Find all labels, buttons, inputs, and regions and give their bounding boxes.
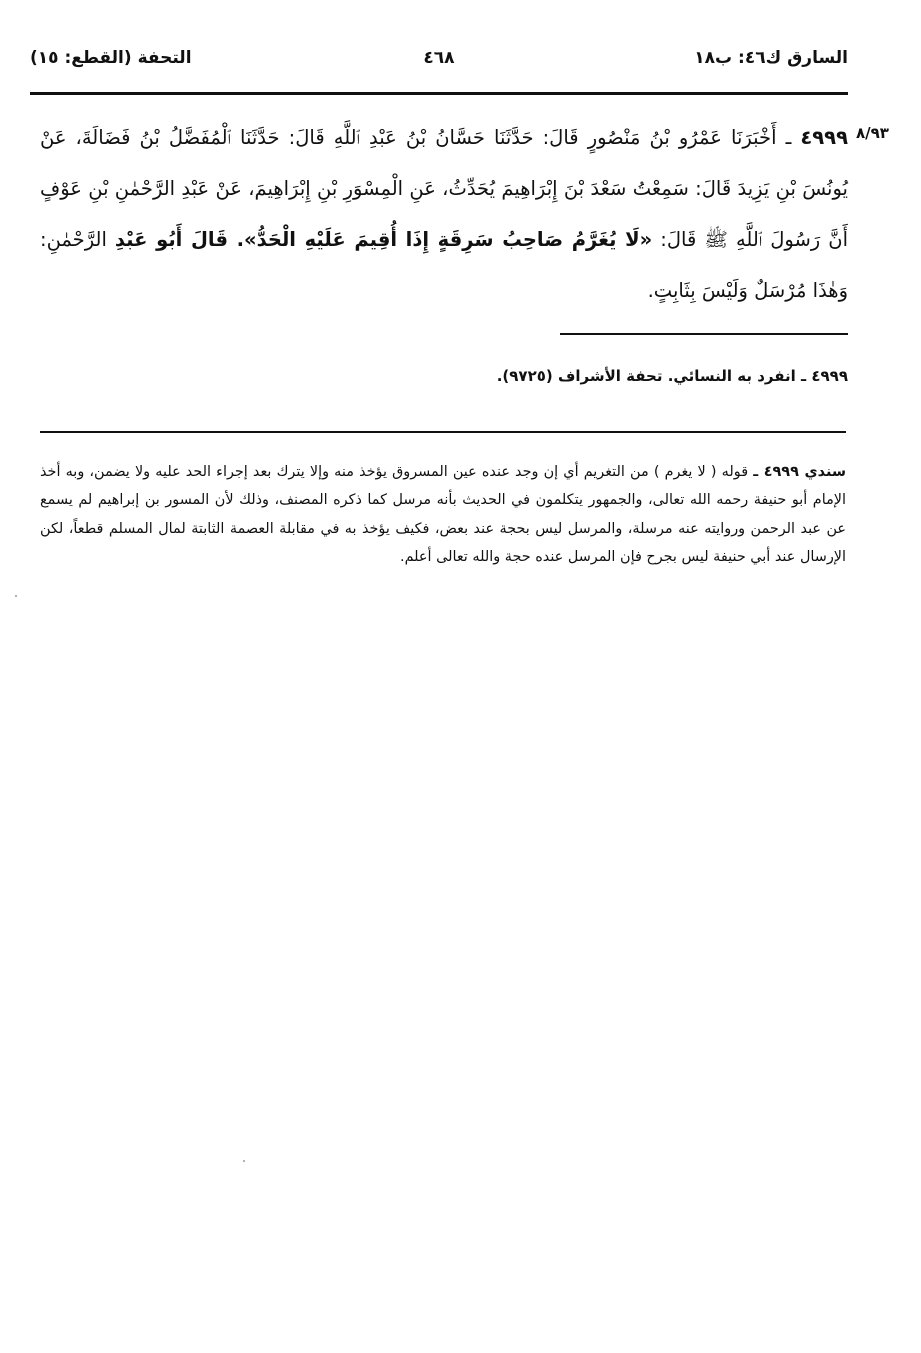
- takhrij-note: ٤٩٩٩ ـ انفرد به النسائي. تحفة الأشراف (٩٧٢٥).: [496, 367, 848, 385]
- header-divider: [30, 92, 848, 95]
- header-chapter-ref: السارق ك٤٦: ب١٨: [694, 48, 848, 68]
- hadith-number: ٤٩٩٩: [800, 126, 848, 149]
- footnote-divider: [560, 333, 848, 335]
- scan-speck: [243, 1160, 245, 1162]
- sindi-commentary: [40, 458, 846, 572]
- commentary-text: قوله ( لا يغرم ) من التغريم أي إن وجد عنده عين المسروق يؤخذ منه وإلا يترك بعد إجراء الحد عليه ولا يضمن، وبه أخذ الإمام أبو حنيفة رحمه الله تعالى، والجمهور يتكلمون في الحديث بأنه مرسل كما ذكره المصنف، وذلك لأن المسور بن إبراهيم لم يسمع عن عبد الرحمن وروايته عنه مرسلة، والمرسل ليس بحجة عند بعض، فكيف يؤخذ به في مقابلة العصمة الثابتة لمال المسلم قطعاً، لكن الإرسال عند أبي حنيفة ليس بجرح فإن المرسل عنده حجة والله تعالى أعلم.: [40, 464, 846, 566]
- hadith-isnad: أَخْبَرَنَا عَمْرُو بْنُ مَنْصُورٍ قَالَ: حَدَّثَنَا حَسَّانُ بْنُ عَبْدِ ٱللَّهِ قَالَ: حَدَّثَنَا ٱلْمُفَضَّلُ بْنُ فَضَالَةَ، عَنْ يُونُسَ بْنِ يَزِيدَ قَالَ: سَمِعْتُ سَعْدَ بْنَ إِبْرَاهِيمَ يُحَدِّثُ، عَنِ الْمِسْوَرِ بْنِ إِبْرَاهِيمَ، عَنْ عَبْدِ الرَّحْمٰنِ بْنِ عَوْفٍ أَنَّ رَسُولَ ٱللَّهِ ﷺ قَالَ:: [40, 126, 849, 251]
- hadith-matn: «لَا يُغَرَّمُ صَاحِبُ سَرِقَةٍ إِذَا أُقِيمَ عَلَيْهِ الْحَدُّ». قَالَ أَبُو عَبْدِ: [114, 228, 653, 251]
- page-header: [30, 48, 848, 78]
- header-tuhfa-ref: التحفة (القطع: ١٥): [30, 48, 192, 68]
- scan-speck: [15, 595, 17, 597]
- hadith-dash: ـ: [776, 126, 801, 149]
- commentary-lead: سندي ٤٩٩٩ ـ: [753, 464, 846, 480]
- hadith-text: [40, 112, 848, 316]
- commentary-divider: [40, 431, 846, 433]
- margin-reference: ٨/٩٣: [856, 124, 889, 142]
- page-number: ٤٦٨: [423, 48, 455, 68]
- hadith-tail: الرَّحْمٰنِ: وَهٰذَا مُرْسَلٌ وَلَيْسَ بِثَابِتٍ.: [40, 228, 848, 302]
